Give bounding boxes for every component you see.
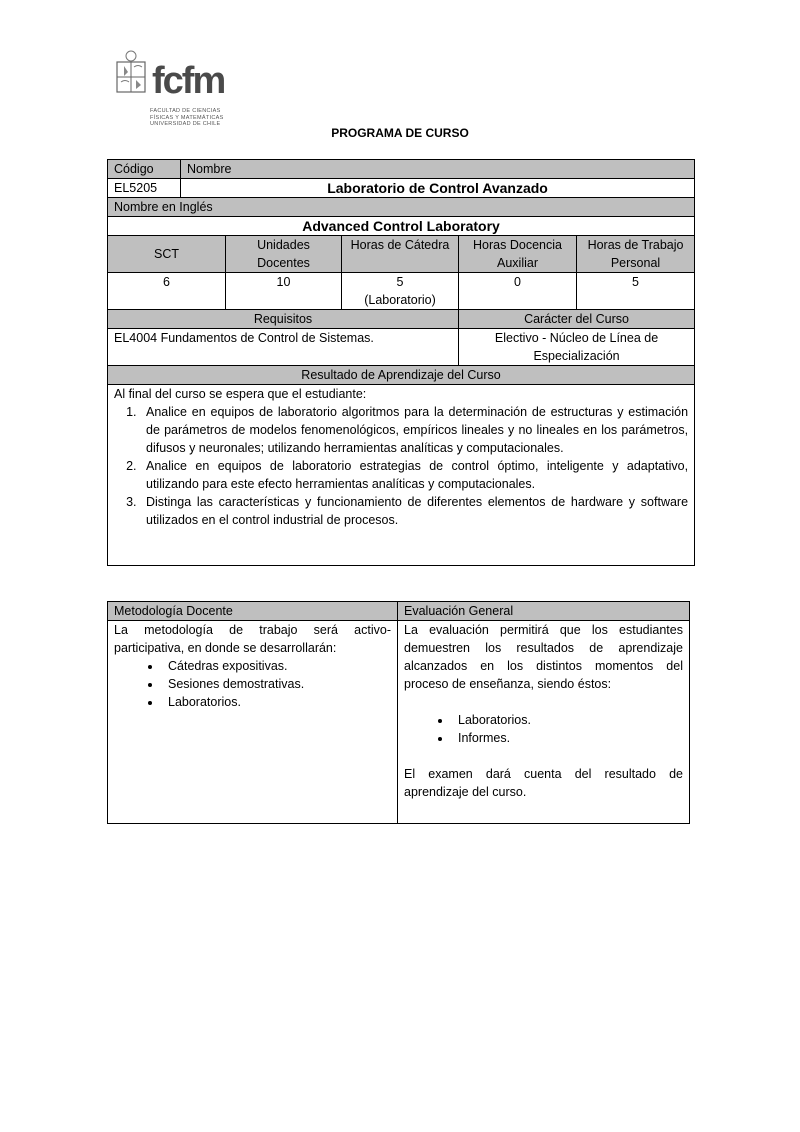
method-cell xyxy=(108,621,398,824)
evaluation-text: La evaluación permitirá que los estudiantes demuestren los resultados de aprendizaje alcanzados en los distintos momentos del proceso de enseñanza, siendo éstos: xyxy=(404,623,683,691)
method-label: Metodología Docente xyxy=(108,602,398,621)
sct-value: 6 xyxy=(108,273,226,310)
english-name-label: Nombre en Inglés xyxy=(108,198,695,217)
evaluation-label: Evaluación General xyxy=(398,602,690,621)
method-evaluation-table xyxy=(107,601,690,824)
units-value: 10 xyxy=(226,273,342,310)
character-label: Carácter del Curso xyxy=(459,310,695,329)
outcome-item: 2. Analice en equipos de laboratorio estrategias de control óptimo, inteligente y adaptativo, utilizando para este efecto herramientas analíticas y computacionales. xyxy=(140,457,688,493)
university-logo xyxy=(114,48,240,130)
name-label: Nombre xyxy=(181,160,695,179)
page-title: PROGRAMA DE CURSO xyxy=(331,126,469,140)
evaluation-item: • Laboratorios. xyxy=(452,711,683,729)
method-list xyxy=(114,657,391,711)
evaluation-cell xyxy=(398,621,690,824)
requisites-value: EL4004 Fundamentos de Control de Sistemas. xyxy=(108,329,459,366)
personal-hours-value: 5 xyxy=(577,273,695,310)
method-item: • Sesiones demostrativas. xyxy=(162,675,391,693)
aux-hours-label: Horas Docencia Auxiliar xyxy=(459,236,577,273)
code-label: Código xyxy=(108,160,181,179)
aux-hours-value: 0 xyxy=(459,273,577,310)
evaluation-item: • Informes. xyxy=(452,729,683,747)
lecture-hours-value: 5 (Laboratorio) xyxy=(342,273,459,310)
university-seal-icon xyxy=(114,48,150,108)
outcomes-list xyxy=(114,403,688,529)
lecture-hours-label: Horas de Cátedra xyxy=(342,236,459,273)
outcomes-label: Resultado de Aprendizaje del Curso xyxy=(108,366,695,385)
course-code: EL5205 xyxy=(108,179,181,198)
course-info-table xyxy=(107,159,695,566)
units-label: Unidades Docentes xyxy=(226,236,342,273)
outcomes-intro: Al final del curso se espera que el estudiante: xyxy=(114,387,367,401)
outcome-item: 3. Distinga las características y funcionamiento de diferentes elementos de hardware y software utilizados en el control industrial de procesos. xyxy=(140,493,688,529)
outcome-item: 1. Analice en equipos de laboratorio algoritmos para la determinación de estructuras y estimación de parámetros de modelos fenomenológicos, empíricos lineales y no lineales en los parámetros, difusos y neuronales; utilizando herramientas analíticas y computacionales. xyxy=(140,403,688,457)
course-english-name: Advanced Control Laboratory xyxy=(108,217,695,236)
evaluation-list xyxy=(404,711,683,747)
method-item: • Cátedras expositivas. xyxy=(162,657,391,675)
course-name: Laboratorio de Control Avanzado xyxy=(181,179,695,198)
method-text: La metodología de trabajo será activo-participativa, en donde se desarrollarán: xyxy=(114,623,391,655)
outcomes-cell xyxy=(108,385,695,566)
method-item: • Laboratorios. xyxy=(162,693,391,711)
requisites-label: Requisitos xyxy=(108,310,459,329)
logo-acronym: fcfm xyxy=(152,60,225,102)
evaluation-closing: El examen dará cuenta del resultado de aprendizaje del curso. xyxy=(404,767,683,799)
character-value: Electivo - Núcleo de Línea de Especialización xyxy=(459,329,695,366)
logo-subtitle: FACULTAD DE CIENCIAS FÍSICAS Y MATEMÁTICAS UNIVERSIDAD DE CHILE xyxy=(150,108,224,127)
sct-label: SCT xyxy=(108,236,226,273)
personal-hours-label: Horas de Trabajo Personal xyxy=(577,236,695,273)
